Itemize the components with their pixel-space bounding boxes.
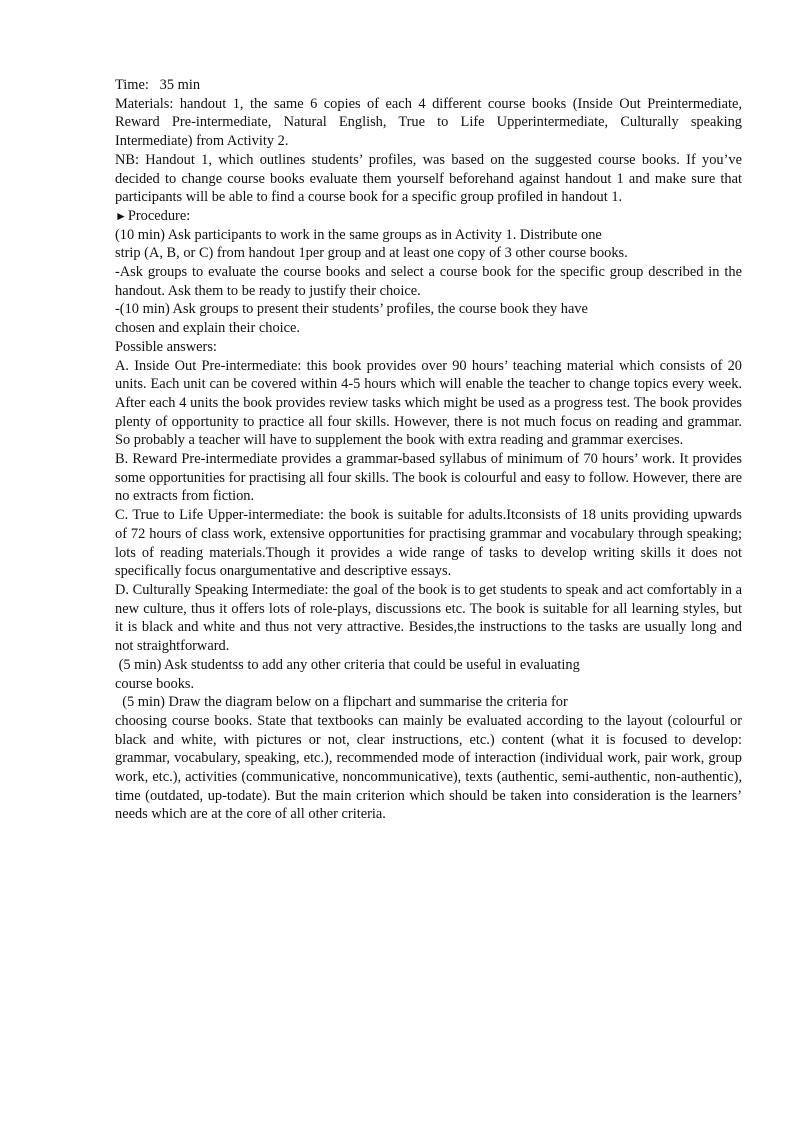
procedure-step-3-line-1: -(10 min) Ask groups to present their students’ profiles, the course book they have [115,301,588,318]
answer-b-paragraph: B. Reward Pre-intermediate provides a grammar-based syllabus of minimum of 70 hours’ work. It provides some opportunities for practising all four skills. The book is colourful and easy to follow. However, there are no extracts from fiction. [115,451,742,505]
materials-paragraph: Materials: handout 1, the same 6 copies of each 4 different course books (Inside Out Preintermediate, Reward Pre-intermediate, Natural English, True to Life Upperintermediate, Culturally speaking Intermediate) from Activity 2. [115,95,742,150]
answer-d-paragraph: D. Culturally Speaking Intermediate: the goal of the book is to get students to speak and act comfortably in a new culture, thus it offers lots of role-plays, discussions etc. The book is suitable for all learning styles, but it is black and white and thus not very attractive. Besides,the instructions to the tasks are usually long and not straightforward. [115,581,742,655]
diagram-step-paragraph: choosing course books. State that textbooks can mainly be evaluated according to the layout (colourful or black and white, with pictures or not, clear instructions, etc.) content (what it is focused to develop: grammar, vocabulary, speaking, etc.), recommended mode of interaction (individual work, pair work, group work, etc.), activities (communicative, noncommunicative), texts (authentic, semi-authentic, non-authentic), time (outdated, up-todate). But the main criterion which should be taken into consideration is the learners’ needs which are at the core of all other criteria. [115,712,742,823]
procedure-step-2: -Ask groups to evaluate the course books and select a course book for the specific group described in the handout. Ask them to be ready to justify their choice. [115,264,742,299]
answer-c-paragraph: C. True to Life Upper-intermediate: the book is suitable for adults.Itconsists of 18 units providing upwards of 72 hours of class work, extensive opportunities for practising grammar and vocabulary through speaking; lots of reading materials.Though it provides a wide range of tasks to develop writing skills it does not specifically focus onargumentative and descriptive essays. [115,507,742,580]
answer-a-paragraph: A. Inside Out Pre-intermediate: this book provides over 90 hours’ teaching material which consists of 20 units. Each unit can be covered within 4-5 hours which will enable the teacher to change topics every week. After each 4 units the book provides review tasks which might be used as a progress test. The book provides plenty of opportunity to practice all four skills. However, there is not much focus on reading and grammar. So probably a teacher will have to supplement the book with extra reading and grammar exercises. [115,357,742,449]
procedure-heading [115,207,742,226]
procedure-step-1-line-2: strip (A, B, or C) from handout 1per group and at least one copy of 3 other course books. [115,245,628,262]
procedure-step-1-line-1: (10 min) Ask participants to work in the same groups as in Activity 1. Distribute one [115,226,602,243]
nb-paragraph: NB: Handout 1, which outlines students’ profiles, was based on the suggested course books. If you’ve decided to change course books evaluate them yourself beforehand against handout 1 and make sure that participants will be able to find a course book for a specific group profiled in handout 1. [115,151,742,206]
possible-answers-heading: Possible answers: [115,338,217,355]
criteria-step-line-1: (5 min) Ask studentss to add any other criteria that could be useful in evaluating [115,656,580,673]
criteria-step-line-2: course books. [115,675,195,692]
procedure-label: Procedure: [127,207,191,224]
time-line: Time: 35 min [115,77,201,93]
right-triangle-bullet-icon: ► [115,208,127,223]
document-page [115,76,742,824]
diagram-step-line-1: (5 min) Draw the diagram below on a flipchart and summarise the criteria for [115,694,568,711]
procedure-step-3-line-2: chosen and explain their choice. [115,320,301,337]
